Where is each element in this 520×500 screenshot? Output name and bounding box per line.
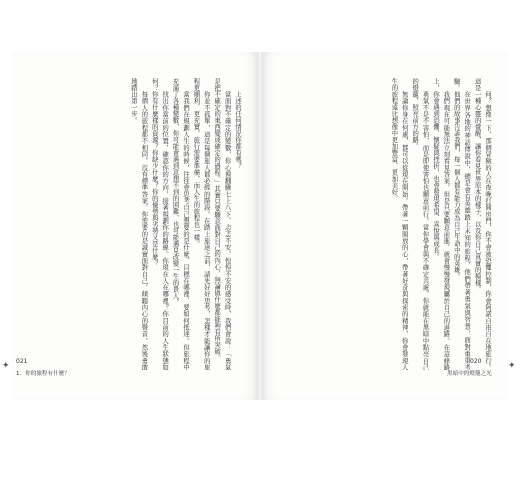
right-running-head: 黑暗中的燈籠之光 xyxy=(447,371,492,377)
paragraph: 找出你當前的位置，確認你的方向，接著規劃你的路線。你現在人在哪裡？你目前的人生狀態如何？你有什麼樣的資源？你缺少什麼？你的優勢與劣勢又是什麼？ xyxy=(150,78,169,370)
paragraph: 勇氣不是不害怕，而是即使害怕也願意前行。當你學會與不確定共處，你就能在黑暗中點亮自己的燈籠，照亮前方的路。 xyxy=(411,78,429,370)
paragraph: 你並不孤單，這是每個旅人都必經的階段。在踏上旅途之前，請先好好思考，怎樣才能讓你的旅程更順利、更充實。旅行需要準備，而人生的旅程也一樣。 xyxy=(192,78,210,370)
left-page-number: 021 xyxy=(16,358,28,365)
paragraph: 上述的任何情況你都有嗎？ xyxy=(234,90,241,169)
right-page-number: 020 xyxy=(470,358,482,365)
paragraph: 當面對不確定的變數，你心裡翻騰七上八下、忐忑不安、惶惶不安的感受時，我們會說：「勇氣是把不確定的東西變成確定的過程。」其實只要願意面對自己的內心，無論做什麼都能夠有所突破。 xyxy=(213,78,231,370)
sparkle-icon: ✦ xyxy=(508,361,516,371)
paragraph: 我們現在可能無法立刻看見答案，但是只要願意前進，就會慢慢發現屬於自己的道路。在這條路上，你會遇到恐懼、懷疑與挫折，也會發現希望、喜悅與成長。 xyxy=(431,78,450,370)
left-running-head: 1．你的旅程有什麼？ xyxy=(16,371,70,377)
paragraph: 在世界各地的神話傳說中，總是會有英雄踏上未知的旅程，他們帶著勇氣與智慧，面對重重考驗。他們的故事告訴我們，每一個人都有能力成為自己生命中的英雄。 xyxy=(452,78,471,370)
sparkle-icon: ✦ xyxy=(2,361,10,371)
paragraph: 何？想像一下，那個冒險的人在夜晚打開房門，你不會被恐懼控制，你會阿諾自由自在地旅行。這是一種心靈的覺醒，讓你看見世界原本的樣子，以及你自己真實的模樣。 xyxy=(473,78,491,370)
paragraph: 每個人的旅程都不相同，沒有標準答案。你需要的是誠實面對自己，傾聽內心的聲音，然後勇敢地踏出第一步。 xyxy=(129,78,148,370)
paragraph: 無論你身在何處，都可以從現在開始。帶著一顆開放的心，帶著好奇與探索的精神，你會發現人生的旅程遠比想像中更加豐富、更加美好。 xyxy=(390,78,408,370)
left-page-body xyxy=(26,78,242,370)
paragraph: 當我們在規劃人生的時候，往往會思考自己想要的是什麼、目標在哪裡、要如何抵達。但旅程中充滿了各種變數，你可能會遇到意想不到的困難，也可能遇見改變一生的貴人。 xyxy=(171,78,189,370)
right-page-body xyxy=(276,78,492,370)
left-page xyxy=(12,52,258,400)
right-page xyxy=(262,52,508,400)
